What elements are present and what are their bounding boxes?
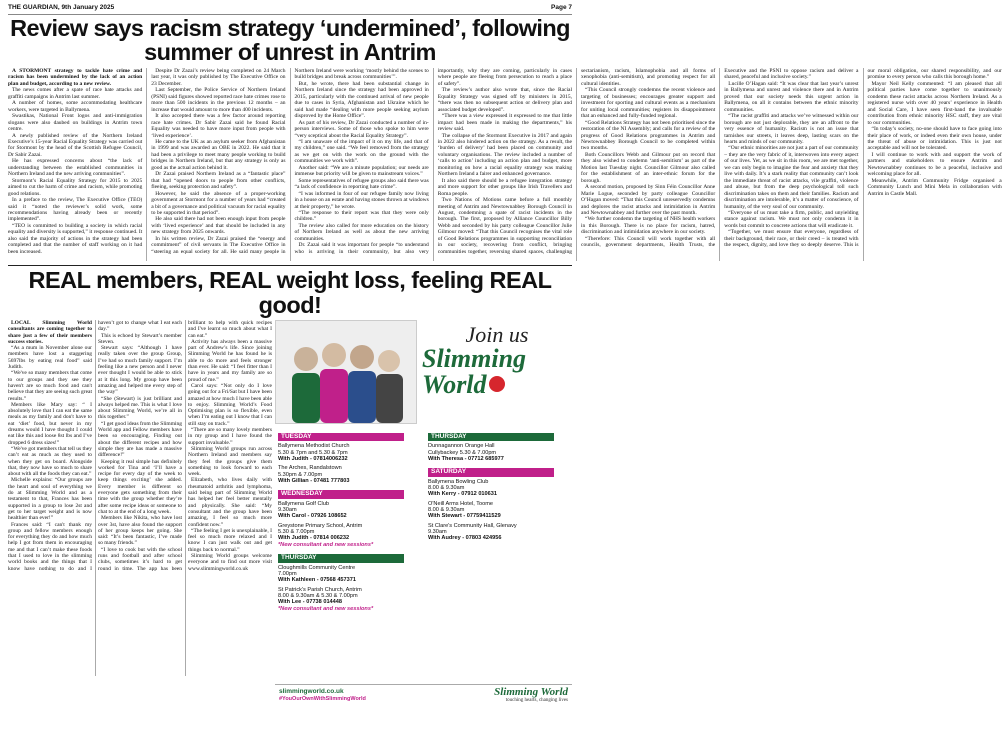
schedule-note: *New consultant and new sessions* bbox=[278, 605, 374, 612]
article-paragraph: A newly published review of the Northern Ireland Executive’s 15-year Racial Equality Strategy was carried out for Stormont by the head of the Scottish Refugee Council, Dr Sabir Zazai. bbox=[8, 132, 143, 158]
schedule-time: 5.30 & 7.00pm bbox=[278, 529, 315, 536]
ad-paragraph: “As a mum in November alone our members have lost a staggering 5697lbs by eating real food” said Judith. bbox=[8, 345, 92, 371]
ad-headline: REAL members, REAL weight loss, feeling REAL good! bbox=[28, 267, 552, 318]
article-paragraph: It also accepted there was a few factor around reporting race hate crimes. Dr Sabir Zazai said he found Racial Equality was needed to have more input from people with ‘lived experience’. bbox=[151, 113, 286, 139]
article-paragraph: “Our ethnic minorities are not just a part of our community – they are the very fabric of it, interwoven into every aspect of our lives. Yet, as we sit in this room, we are met together, we can only begin to imagine the fear and anxiety that they live with daily. It’s a stark reality that community can’t look the immediate threat of racist attacks, vile graffiti, violence and abuse, but from the deep psychological toll such discrimination takes on them and their families. Racism and discrimination are intolerable, it’s a matter of conscience, of humanity, of the very soul of our community. bbox=[724, 145, 859, 210]
article-paragraph: “Good Relations Strategy has not been prioritised since the restoration of the NI Assembly; and calls for a review of the progress of Good Relations programmes in Antrim and Newtownabbey Borough Council to be completed within two months. bbox=[581, 119, 716, 152]
article-paragraph: Last September, the Police Service of Northern Ireland (PSNI) said figures showed reported race hate crimes rose to more than 500 incidents in the previous 12 months – an increase that would amount to more than 400 incidents. bbox=[151, 87, 286, 113]
schedule-time: 8.00 & 9.30am & 5.30 & 7.00pm bbox=[278, 592, 358, 599]
schedule-time: Cullybackey 5.30 & 7.00pm bbox=[428, 449, 497, 456]
article-paragraph: The review also called for more education on the history of Northern Ireland as well as about the new arriving communities. bbox=[294, 222, 429, 242]
schedule-venue: Ballymena Golf Club bbox=[278, 500, 329, 507]
logo-join-text: Join us bbox=[465, 322, 529, 347]
ad-paragraph: “I get good ideas from the Slimming World app and Fellow members have been so encouraging. Finding out about the different recipes and how simple they are has made a massive difference!” bbox=[98, 420, 182, 459]
schedule-entry bbox=[428, 523, 568, 542]
schedule-entry bbox=[428, 479, 568, 498]
ad-paragraph: Carol says: “Not only do I love going out for a Fri/Sat but I have been amazed at how much I have been able to enjoy. Slimming World’s Food Optimising plan is so flexible, even when I’m eating out I know that I can still stay on track.” bbox=[188, 382, 273, 427]
schedule-entry bbox=[428, 501, 568, 520]
footer-logo bbox=[494, 686, 568, 703]
article-paragraph: Stormont’s Racial Equality Strategy for 2015 to 2025 aimed to cut the harm of crime and racism, while promoting good relations. bbox=[8, 177, 143, 197]
ad-columns bbox=[8, 320, 272, 676]
article-paragraph: A number of homes, some accommodating healthcare workers, were targeted in Ballymena. bbox=[8, 100, 143, 113]
article-paragraph: However, he said the absence of a proper-working government at Stormont for a number of years had “created a bit of a governance and political vacuum for racial equality to be supported in that period”. bbox=[151, 190, 286, 216]
article-paragraph: Despite Dr Zazai’s review being completed on 24 March last year, it was only published by The Executive Office on 23 December. bbox=[151, 68, 286, 87]
schedule-entry bbox=[428, 443, 568, 462]
masthead bbox=[8, 4, 572, 15]
schedule-day-heading: THURSDAY bbox=[278, 554, 404, 562]
ad-paragraph: “We've so many members that come to our groups and they see they haven't are so much food and can't believe that they are seeing such great results.” bbox=[8, 370, 92, 402]
article-paragraph: “Everyone of us must take a firm, public, and unyielding stance against racism. We must not only condemn it in words but commit to concrete actions that will eradicate it. bbox=[724, 209, 859, 229]
ad-footer bbox=[275, 684, 572, 705]
ad-paragraph: “There are so many lovely members in my group and I have found the support invaluable.” bbox=[188, 427, 272, 446]
article-paragraph: The collapse of the Stormont Executive in 2017 and again in 2022 also hindered action on the strategy. As a result, the ‘burden of delivery’ had been placed on community and voluntary organisations. The review included a number of ‘calls to action’ including an action plan and budget, more monitoring on how a racial equality strategy was making Northern Ireland a fairer and enhanced governance. bbox=[437, 132, 572, 178]
schedule-contact: With Carol - 07926 108652 bbox=[278, 513, 347, 520]
members-photo-image bbox=[276, 321, 416, 423]
article-paragraph: “In today’s society, no-one should have to face going into their place of work, or indeed even their own house, under the threat of abuse or intimidation. This is just not acceptable and will not be tolerated. bbox=[867, 126, 1002, 152]
article-paragraph: In a preface to the review, The Executive Office (TEO) said it “noted the reviewer’s solid work, some recommendations having already been or recently implemented”. bbox=[8, 197, 143, 223]
ad-paragraph: “She (Stewart) is just brilliant and always helped me. This is what I love about Slimming World, we’re all in this together.” bbox=[98, 395, 182, 421]
schedule-venue: Greystone Primary School, Antrim bbox=[278, 522, 363, 529]
schedule-time: 9.30am bbox=[428, 529, 447, 536]
schedule-time: 5.30pm & 7.00pm bbox=[278, 471, 323, 478]
schedule-day-heading: THURSDAY bbox=[428, 433, 554, 441]
article-paragraph: A second motion, proposed by Sinn Féin Councillor Anne Marie Logue, seconded by party colleague Councillor O’Hagan moved: “That this Council unreservedly condemns and deplores the racist attacks and intimidation in Antrim and Newtownabbey and further over the past month. bbox=[581, 184, 716, 216]
schedule-note: *New consultant and new sessions* bbox=[278, 541, 374, 548]
ad-paragraph: Slimming World groups welcome everyone and to find out more visit www.slimmingworld.co.uk bbox=[188, 552, 272, 572]
article-lead: A STORMONT strategy to tackle hate crime and racism has been undermined by the lack of an action plan and budget, according to a new review. bbox=[8, 68, 143, 87]
article-paragraph: Dr. Zazai said it was important for people “to understand who is arriving in their community, but also very importantly, why they are coming, particularly in cases where people are fleeing from persecution to reach a place of safety”. bbox=[294, 68, 572, 255]
footer-hashtag: #YouOurOwnWithSlimmingWorld bbox=[279, 696, 366, 702]
schedule-left bbox=[278, 430, 418, 615]
article-paragraph: “There was a view expressed it expressed to me that little impact had been made in making the departments,” his review said. bbox=[437, 113, 572, 133]
schedule-venue: St Clare's Community Hall, Glenavy bbox=[428, 522, 517, 529]
schedule-venue: O'Neill Arms Hotel, Toome bbox=[428, 500, 494, 507]
schedule-entry bbox=[278, 565, 418, 584]
footer-logo-text: Slimming World bbox=[494, 686, 568, 698]
schedule-entry bbox=[278, 523, 418, 548]
schedule-contact: With Judith - 07814 006232 bbox=[278, 535, 350, 542]
schedule-time: 8.00 & 9.30am bbox=[428, 507, 465, 514]
ad-paragraph: “The feeling I get is unexplainable, I feel so much more relaxed and I know I can just walk out and get things back to normal.” bbox=[188, 527, 272, 553]
ad-paragraph: Elizabeth, who lives daily with rheumatoid arthritis and lymphoma, said being part of Slimming World has helped her feel better mentally and physically. She said: “My consultant and the group have been amazing, I feel so much more confident now.” bbox=[188, 477, 272, 528]
ad-lead-paragraph: LOCAL Slimming World consultants are coming together to share just a few of their members success stories. bbox=[8, 320, 92, 345]
ad-paragraph: This is echoed by Stewart’s member Steven. bbox=[98, 332, 182, 345]
article-paragraph: Mayor Neil Kelly commented: “I am pleased that all political parties have come together to unanimously condemn these racist attacks across Northern Ireland. As a registered nurse with over 40 years’ experience in Health and Social Care, I have seen first-hand the invaluable contribution from ethnic minority HSC staff, they are vital to our communities. bbox=[867, 80, 1002, 126]
ad-paragraph: “I love to cook but with the school runs and football and after school clubs, sometimes it’s hard to get round in time. The app has been brilliant to help with quick recipes and I've learnt so much about what I can eat.” bbox=[98, 320, 272, 572]
schedule-contact: With Kathleen - 07568 457371 bbox=[278, 577, 356, 584]
members-photo bbox=[275, 320, 417, 424]
logo-brand-text: Slimming World bbox=[422, 344, 527, 399]
ad-paragraph: “We've got members that tell us they can’t eat as much as they used to when they get on board. Alongside that, they now have so much to share about with all the foods they can eat.” bbox=[8, 445, 92, 478]
schedule-entry bbox=[278, 443, 418, 462]
article-paragraph: Both Councillors Webb and Gilmour put on record that they also wished to condemn ‘anti-semitism’ as part of the Motion last Tuesday night. Councillor Gilmour also called for the establishment of an inter-ethnic forum for the borough. bbox=[581, 151, 716, 184]
article-paragraph: “I was informed in four of our refugee family now living in a house on an estate and having stones thrown at windows at their property,” he wrote. bbox=[294, 190, 429, 210]
article-paragraph: “This Council strongly condemns the recent violence and targeting of businesses; encourages greater support and investment for sporting and cultural events as a mechanism for uniting local communities; registers its disappointment that an enhanced and fully-funded regional. bbox=[581, 87, 716, 120]
schedule-right bbox=[428, 430, 568, 545]
article-body bbox=[8, 68, 1002, 261]
schedule-time: 7.00pm bbox=[278, 570, 297, 577]
article-paragraph: Two Nations of Motions came before a full monthly meeting of Antrim and Newtownabbey Borough Council in August, condemning a spate of racist incidents in the borough. The first, proposed by Alliance Councillor Billy Webb and seconded by his party colleague Councillor Julie Gilmour moved: “That this Council recognises the vital role of Good Relations programmes in supporting reconciliation in our society, recovering from conflict, bringing communities together, reversing shared spaces, challenging sectarianism, racism, Islamophobia and all forms of xenophobia (anti-semitism), and promoting respect for all cultural identities. bbox=[437, 68, 716, 255]
logo-brand bbox=[422, 346, 572, 398]
ad-paragraph: Keeping it real simple has definitely worked for Tina and ‘I’ll have a recipe for every day of the week to keep things exciting’ she added. Every member is different so everyone gets something from their time with the group whether they’re after some recipe ideas or someone to chat to at the end of a long week. bbox=[98, 458, 182, 515]
article-paragraph: Swastikas, National Front logos and anti-immigration slogans were also daubed on buildings in Antrim town centre. bbox=[8, 113, 143, 133]
schedule-venue: Ballymena Methodist Church bbox=[278, 443, 350, 450]
ad-paragraph: Michelle explains: “Our groups are the heart and soul of everything we do at Slimming World and as a testament to that, Frances has been supported in a group to lose 2st and get to her target weight and is now healthier than ever!” bbox=[8, 477, 92, 522]
ad-paragraph: Members like Mary say: “ I absolutely love that I can eat the same meals as my family and don't have to eat ‘diet’ food, but never in my dreams would I have thought I could eat like this and loose 8st lbs and I’ve dropped 6 dress sizes!” bbox=[8, 401, 92, 446]
schedule-entry bbox=[278, 465, 418, 484]
schedule-entry bbox=[278, 587, 418, 612]
ad-body bbox=[8, 320, 272, 676]
article-paragraph: I will continue to work with and support the work of partners and stakeholders to ensure Antrim and Newtownabbey continues to be a peaceful, inclusive and welcoming place for all. bbox=[867, 151, 1002, 178]
schedule-day-heading: TUESDAY bbox=[278, 433, 404, 441]
ad-paragraph: Members like Nikita, who have lost over 3st, have also found the support of her group keeps her going. She said: “It’s been fantastic, I’ve made so many friends.” bbox=[98, 515, 182, 547]
article-paragraph: “TEO is committed to building a society in which racial equality and diversity is supported,” it response continued. It also said the majority of actions in the strategy had been completed and that the number of staff working on it had been increased. bbox=[8, 222, 143, 255]
ad-paragraph: Activity has always been a massive part of Andrew’s life. Since joining Slimming World he has found he is able to do more and feels stronger than ever. He said: “I feel fitter than I have in years and my family are so proud of me.” bbox=[188, 338, 272, 383]
article-paragraph: “The racist graffiti and attacks we’ve witnessed within our borough are not just deplorable, they are an affront to the very essence of humanity. Racism is not an issue that tarnishes our streets, it leaves deep, lasting scars on the hearts and minds of our community. bbox=[724, 113, 859, 145]
schedule-venue: The Arches, Randalstown bbox=[278, 465, 342, 472]
article-paragraph: In his written review, Dr Zazai praised the “energy and commitment” of civil servants in The Executive Office in “steering an equal society for all. He said many people in Northern Ireland were working ‘mostly behind the scenes to build bridges and break across communities’”. bbox=[151, 68, 429, 255]
article-paragraph: The news comes after a spate of race hate attacks and graffiti campaigns in Antrim last summer. bbox=[8, 87, 143, 100]
ad-paragraph: Frances said: “I can't thank my group and fellow members enough for everything they do and how much help I got from them in encouraging me and that I can’t make these foods that I used to love in the slimming world books and the things that I know have nothing to do and I haven’t got to change what I eat each day.” bbox=[8, 320, 182, 572]
schedule-contact: With Kerry - 07912 010631 bbox=[428, 491, 497, 498]
schedule-venue: Cloughmills Community Centre bbox=[278, 564, 356, 571]
schedule-contact: With Stewart - 07759411529 bbox=[428, 513, 501, 520]
schedule-contact: With Gillian - 07481 777803 bbox=[278, 478, 350, 485]
article-paragraph: As part of his review, Dr Zazai conducted a number of in-person interviews. Some of those who spoke to him were “very sceptical about the Racial Equality Strategy”. bbox=[294, 119, 429, 139]
article-paragraph: Dr Zazai praised Northern Ireland as a “fantastic place” that had “opened doors to people from other conflicts, fleeing, seeking protection and safety”. bbox=[151, 171, 286, 191]
schedule-time: 5.30 & 7pm and 5.30 & 7pm bbox=[278, 449, 348, 456]
article-paragraph: Meanwhile, Antrim Community Fridge organised a Community Lunch and Mini Mela in collaboration with Antrim in Castle Mall. bbox=[867, 177, 1002, 197]
logo-dot-icon bbox=[489, 376, 505, 392]
article-headline: Review says racism strategy ‘undermined’, following summer of unrest in Antrim bbox=[10, 15, 570, 65]
ad-paragraph: Stewart says: “Although I have really taken over the group Group, I’ve had so much family support. I’m feeling like a new person and I never ever thought I would be able to stick at it this long. My group have been amazing and helped me every step of the way” bbox=[98, 345, 182, 396]
masthead-page-number: Page 7 bbox=[551, 4, 572, 11]
article-paragraph: “I am unaware of the impact of it on my life, and that of my children,” one said. “We feel removed from the strategy as we get on with the work on the ground with the communities we work with”. bbox=[294, 138, 429, 165]
schedule-venue: St Patrick's Parish Church, Antrim bbox=[278, 586, 362, 593]
schedule-contact: With Lee - 07738 014448 bbox=[278, 599, 343, 606]
article-paragraph: He has expressed concerns about “the lack of understanding between the established communities in Northern Ireland and the new arriving communities”. bbox=[8, 158, 143, 178]
article-paragraph: He came to the UK as an asylum seeker from Afghanistan in 1999 and was awarded an OBE in 2022. He said that it had been a privilege to meet many people working to build bridges in Northern Ireland, but that any strategy is only as good as the actual action behind it. bbox=[151, 138, 286, 171]
schedule-day-heading: WEDNESDAY bbox=[278, 490, 404, 498]
article-paragraph: “Therefore: This Council will work together with all councils, government departments, Health Trusts, the Executive and the PSNI to oppose racism and deliver a shared, peaceful and inclusive society.” bbox=[581, 68, 859, 249]
schedule-contact: With Theresa - 07712 685977 bbox=[428, 456, 504, 463]
article-paragraph: Another said: “We are a minute population; our needs are immense but priority will be given to mainstream voices.” bbox=[294, 164, 429, 178]
schedule-entry bbox=[278, 501, 418, 520]
schedule-contact: With Judith - 07814006232 bbox=[278, 456, 348, 463]
schedule-venue: Dunnagannon Orange Hall bbox=[428, 443, 495, 450]
article-paragraph: It also said there should be a refugee integration strategy and more support for other groups like Irish Travellers and Roma people. bbox=[437, 177, 572, 197]
article-paragraph: Lucille O’Hagan said: “It was clear that last year’s unrest in Ballymena and unrest and violence there and in Antrim proved that our society needs this urgent action in Ballymena, on all it contains between the ethnic minority communities. bbox=[724, 80, 859, 113]
article-columns bbox=[8, 68, 1002, 261]
article-paragraph: “We further condemn the targeting of NHS health workers in this Borough. There is no place for racism, hatred, discrimination and intimidation anywhere in our society. bbox=[581, 216, 716, 236]
slimming-world-logo bbox=[422, 320, 572, 412]
article-paragraph: “Together, we must ensure that everyone, regardless of their background, their race, or their creed – is treated with the respect, dignity, and love they so deeply deserve. This is our moral obligation, our shared responsibility, and our promise to every person who calls this borough home.” bbox=[724, 68, 1002, 249]
masthead-paper-date: THE GUARDIAN, 9th January 2025 bbox=[8, 4, 115, 11]
schedule-time: 8.00 & 9.30am bbox=[428, 485, 465, 492]
footer-logo-tagline: touching hearts, changing lives bbox=[505, 698, 568, 703]
schedule-venue: Ballymena Bowling Club bbox=[428, 478, 489, 485]
article-paragraph: He also said there had not been enough input from people with ‘lived experience’ and that should be included in any new strategy from 2025 onwards. bbox=[151, 216, 286, 236]
ad-paragraph: Slimming World groups run across Northern Ireland and members say they feel the groups give them something to look forward to each week. bbox=[188, 445, 272, 478]
article-paragraph: But, he wrote, there had been substantial change in Northern Ireland since the strategy had been approved in 2015, particularly with the continued arrival of new people due to cases in Syria, Afghanistan and Ukraine which he said had made “dealing with more people seeking asylum disproved by the Home Office”. bbox=[294, 80, 429, 120]
article-paragraph: “The response to their report was that they were only children.” bbox=[294, 209, 429, 223]
schedule-day-heading: SATURDAY bbox=[428, 468, 554, 476]
article-paragraph: Some representatives of refugee groups also said there was “a lack of confidence in reporting hate crime”. bbox=[294, 177, 429, 191]
article-paragraph: The review’s author also wrote that, since the Racial Equality Strategy was signed off by ministers in 2015, “there was then no subsequent action or delivery plan and associated budget developed”. bbox=[437, 87, 572, 113]
footer-website-link[interactable]: slimmingworld.co.uk bbox=[279, 688, 344, 695]
schedule-time: 9.30am bbox=[278, 507, 297, 514]
schedule-contact: With Audrey - 07803 424956 bbox=[428, 535, 502, 542]
